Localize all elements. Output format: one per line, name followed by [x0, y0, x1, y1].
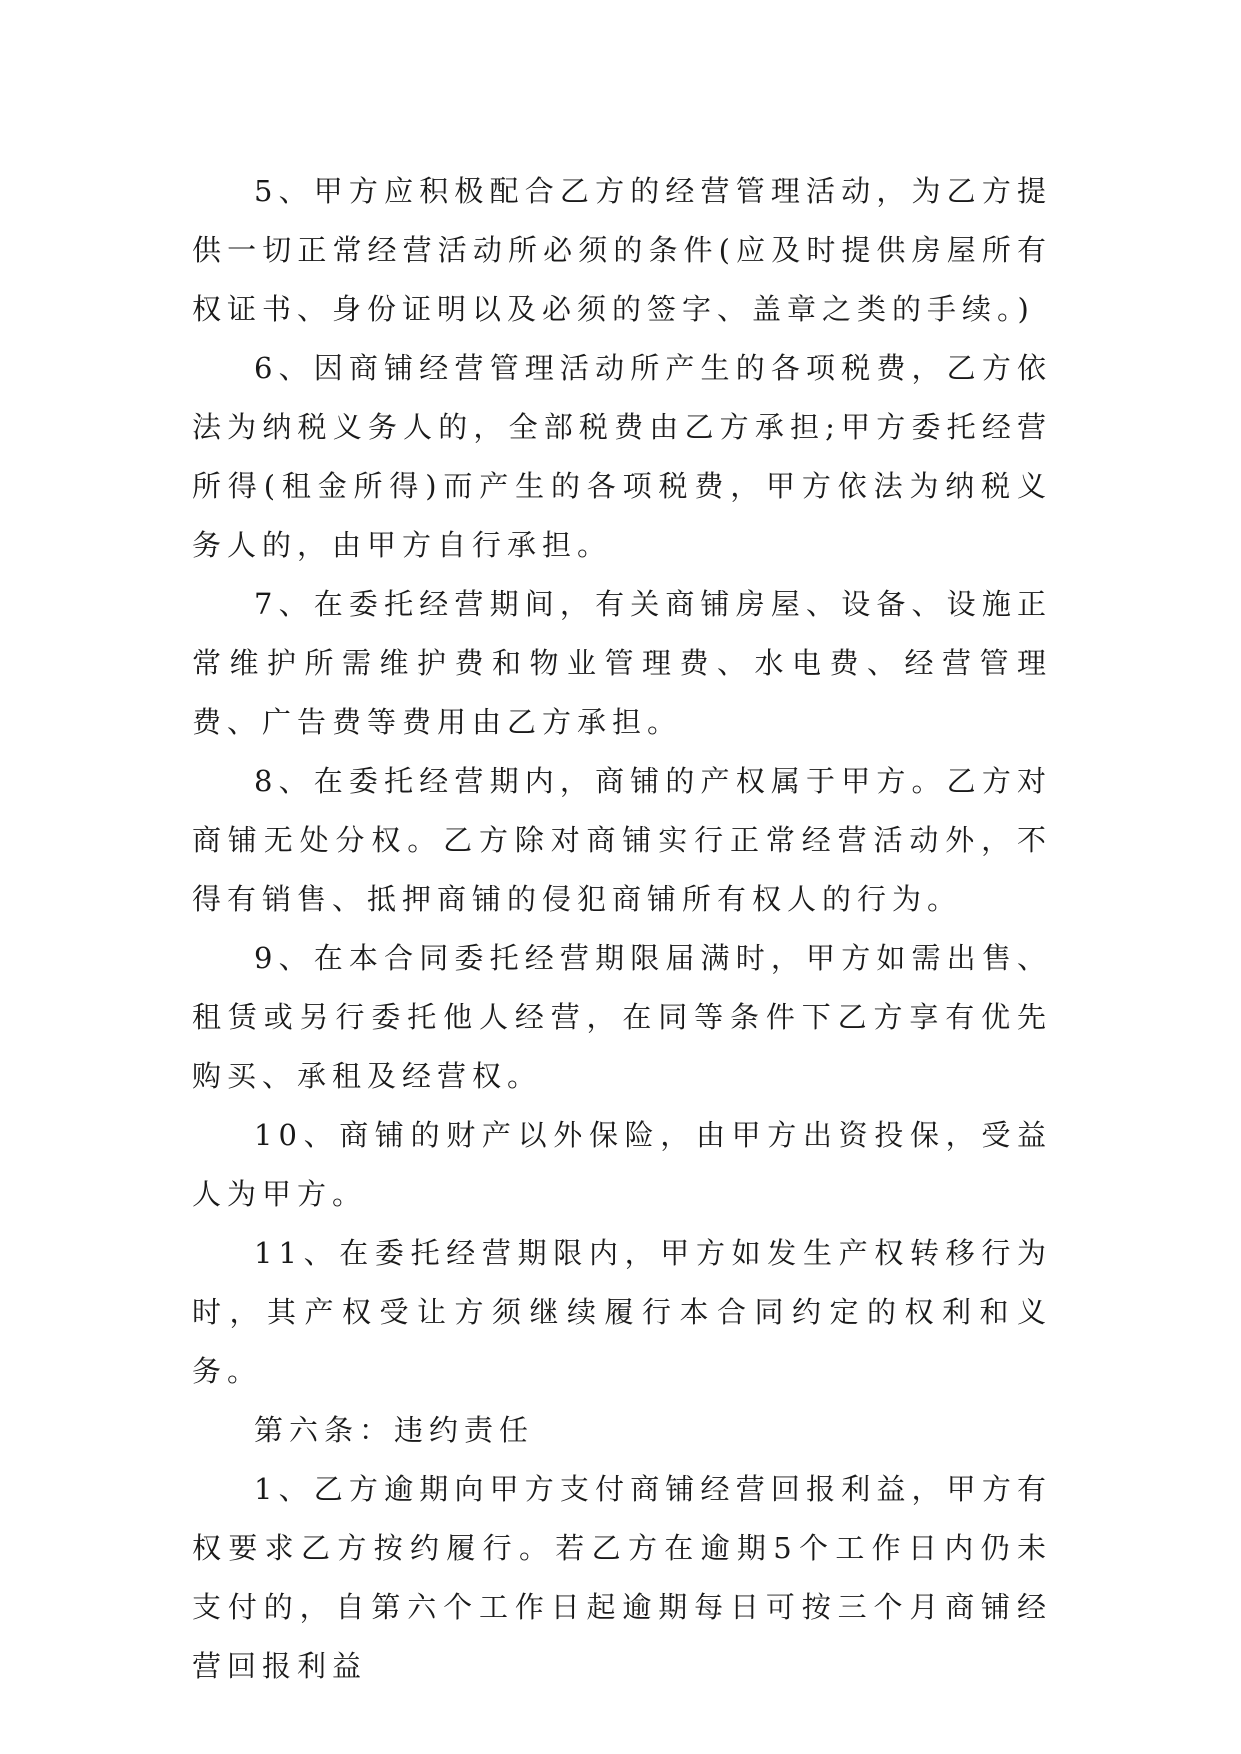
clause-9: 9、在本合同委托经营期限届满时，甲方如需出售、租赁或另行委托他人经营，在同等条件下乙方享有优先购买、承租及经营权。	[192, 941, 1052, 1093]
document-body	[192, 162, 1052, 1696]
clause-7: 7、在委托经营期间，有关商铺房屋、设备、设施正常维护所需维护费和物业管理费、水电费、经营管理费、广告费等费用由乙方承担。	[192, 587, 1052, 739]
breach-clause-1: 1、乙方逾期向甲方支付商铺经营回报利益，甲方有权要求乙方按约履行。若乙方在逾期5个工作日内仍未支付的，自第六个工作日起逾期每日可按三个月商铺经营回报利益	[192, 1472, 1052, 1683]
section-heading-article-6: 第六条：违约责任	[254, 1413, 535, 1447]
clause-8: 8、在委托经营期内，商铺的产权属于甲方。乙方对商铺无处分权。乙方除对商铺实行正常经营活动外，不得有销售、抵押商铺的侵犯商铺所有权人的行为。	[192, 764, 1052, 916]
clause-5: 5、甲方应积极配合乙方的经营管理活动，为乙方提供一切正常经营活动所必须的条件(应及时提供房屋所有权证书、身份证明以及必须的签字、盖章之类的手续。)	[192, 174, 1052, 326]
clause-11: 11、在委托经营期限内，甲方如发生产权转移行为时，其产权受让方须继续履行本合同约定的权利和义务。	[192, 1236, 1052, 1388]
clause-6: 6、因商铺经营管理活动所产生的各项税费，乙方依法为纳税义务人的，全部税费由乙方承担;甲方委托经营所得(租金所得)而产生的各项税费，甲方依法为纳税义务人的，由甲方自行承担。	[192, 351, 1052, 562]
clause-10: 10、商铺的财产以外保险，由甲方出资投保，受益人为甲方。	[192, 1118, 1052, 1211]
